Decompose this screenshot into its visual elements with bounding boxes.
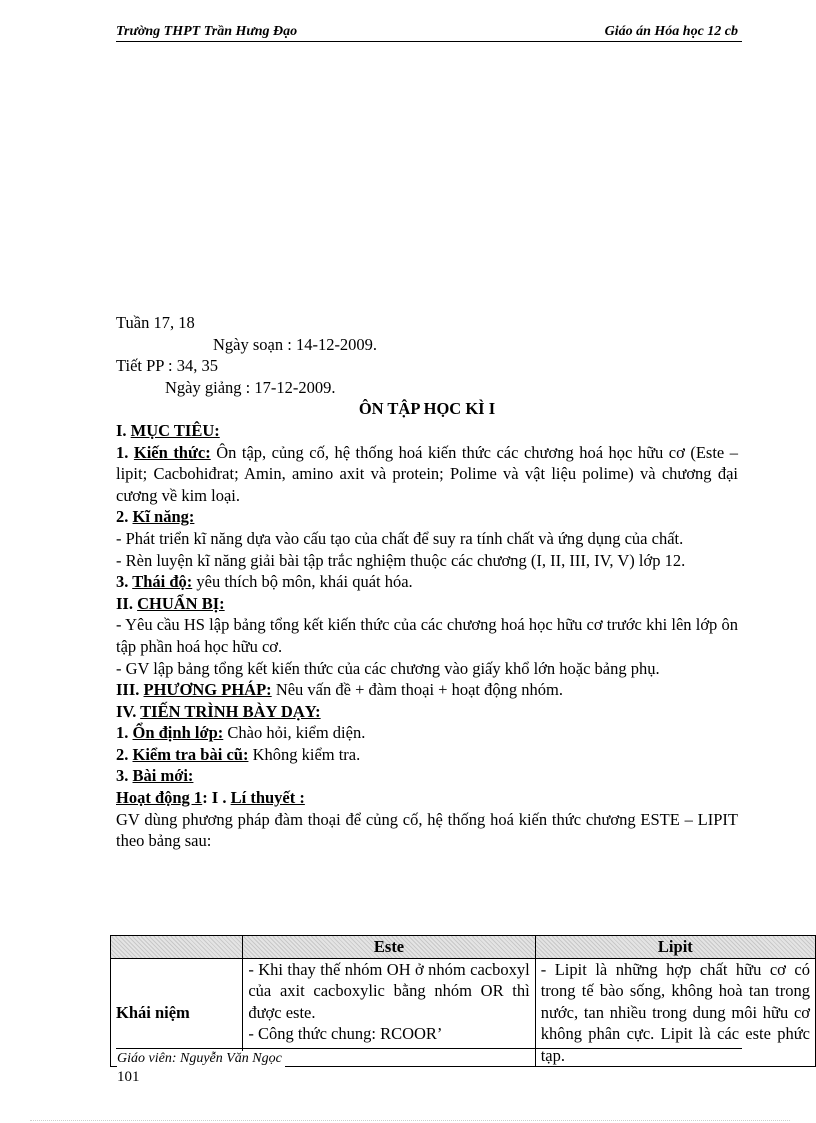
activity-text: GV dùng phương pháp đàm thoại để củng cố, hệ thống hoá kiến thức chương ESTE – LIPIT theo bảng sau: bbox=[116, 809, 738, 851]
footer-rule bbox=[116, 1048, 742, 1049]
row-label-concept: Khái niệm bbox=[111, 958, 243, 1067]
item-number: 1. bbox=[116, 442, 134, 462]
objective-knowledge bbox=[116, 442, 738, 507]
item-number: 3. bbox=[116, 766, 133, 786]
section-heading: CHUẨN BỊ: bbox=[137, 593, 225, 613]
lesson-body bbox=[116, 312, 738, 852]
item-text: Ôn tập, củng cố, hệ thống hoá kiến thức các chương hoá học hữu cơ (Este – lipit; Cacbohiđrat; Amin, amino axit và protein; Polime và vật liệu polime) và chương đại cương về kim loại. bbox=[116, 442, 739, 505]
page-number: 101 bbox=[117, 1069, 140, 1085]
item-text: yêu thích bộ môn, khái quát hóa. bbox=[192, 572, 413, 592]
item-number: 2. bbox=[116, 507, 133, 527]
section-preparation bbox=[116, 593, 738, 615]
item-label: Bài mới: bbox=[132, 766, 194, 786]
activity-heading bbox=[116, 787, 738, 809]
item-label: Kiểm tra bài cũ: bbox=[132, 744, 249, 764]
objective-attitude bbox=[116, 571, 738, 593]
skills-text-2: - Rèn luyện kĩ năng giải bài tập trắc nghiệm thuộc các chương (I, II, III, IV, V) lớp 12. bbox=[116, 550, 686, 570]
table-header-empty bbox=[111, 936, 243, 959]
date-prepared: Ngày soạn : 14-12-2009. bbox=[213, 334, 378, 354]
item-number: 1. bbox=[116, 723, 133, 743]
este-definition: - Khi thay thế nhóm OH ở nhóm cacboxyl của axit cacboxylic bằng nhóm OR thì được este. bbox=[248, 959, 530, 1022]
procedure-item-3 bbox=[116, 765, 738, 787]
lesson-title: ÔN TẬP HỌC KÌ I bbox=[358, 399, 496, 419]
section-number: I. bbox=[116, 420, 131, 440]
section-number: II. bbox=[116, 593, 138, 613]
activity-mid: : I . bbox=[202, 788, 231, 808]
footer-teacher: Giáo viên: Nguyễn Văn Ngọc bbox=[117, 1051, 285, 1067]
preparation-text-1: - Yêu cầu HS lập bảng tổng kết kiến thức của các chương hoá học hữu cơ trước khi lên lớp ôn tập phần hoá học hữu cơ. bbox=[116, 615, 738, 656]
table-header-lipit: Lipit bbox=[535, 936, 815, 959]
procedure-item-1 bbox=[116, 722, 738, 744]
section-heading: TIẾN TRÌNH BÀY DẠY: bbox=[140, 701, 321, 721]
skills-text-1: - Phát triển kĩ năng dựa vào cấu tạo của chất để suy ra tính chất và ứng dụng của chất. bbox=[116, 528, 684, 548]
section-procedure bbox=[116, 701, 738, 723]
item-label: Kiến thức: bbox=[133, 442, 211, 462]
section-heading: MỤC TIÊU: bbox=[130, 420, 220, 440]
preparation-text-2: - GV lập bảng tổng kết kiến thức của các chương vào giấy khổ lớn hoặc bảng phụ. bbox=[116, 658, 660, 678]
procedure-item-2 bbox=[116, 744, 738, 766]
section-objectives bbox=[116, 420, 738, 442]
section-heading: PHƯƠNG PHÁP: bbox=[143, 680, 272, 700]
table-header-este: Este bbox=[243, 936, 535, 959]
item-label: Ổn định lớp: bbox=[132, 723, 224, 743]
header-school: Trường THPT Trần Hưng Đạo bbox=[116, 24, 298, 39]
activity-sub: Lí thuyết : bbox=[230, 788, 305, 808]
section-number: III. bbox=[116, 680, 144, 700]
date-taught: Ngày giảng : 17-12-2009. bbox=[165, 377, 336, 397]
item-label: Thái độ: bbox=[132, 572, 193, 592]
item-label: Kĩ năng: bbox=[132, 507, 195, 527]
section-text: Nêu vấn đề + đàm thoại + hoạt động nhóm. bbox=[271, 680, 563, 700]
lipit-definition: - Lipit là những hợp chất hữu cơ có trong tế bào sống, không hoà tan trong nước, tan nhiều trong dung môi hữu cơ không phân cực. Lipit là các este phức tạp. bbox=[540, 959, 810, 1065]
objective-skills bbox=[116, 506, 738, 528]
period-line: Tiết PP : 34, 35 bbox=[116, 356, 218, 376]
section-number: IV. bbox=[116, 701, 141, 721]
section-method bbox=[116, 679, 738, 701]
item-text: Chào hỏi, kiểm diện. bbox=[223, 723, 366, 743]
este-formula: - Công thức chung: RCOOR’ bbox=[248, 1024, 443, 1043]
item-number: 3. bbox=[116, 572, 133, 592]
table-header-row bbox=[111, 936, 816, 959]
page-bottom-divider bbox=[30, 1120, 790, 1121]
cell-este-concept bbox=[243, 958, 535, 1067]
week-line: Tuần 17, 18 bbox=[116, 313, 195, 332]
header-subject: Giáo án Hóa học 12 cb bbox=[604, 24, 738, 39]
item-number: 2. bbox=[116, 744, 133, 764]
cell-lipit-concept bbox=[535, 958, 815, 1067]
activity-label: Hoạt động 1 bbox=[116, 788, 203, 808]
item-text: Không kiểm tra. bbox=[248, 744, 361, 764]
page-header bbox=[116, 22, 742, 42]
